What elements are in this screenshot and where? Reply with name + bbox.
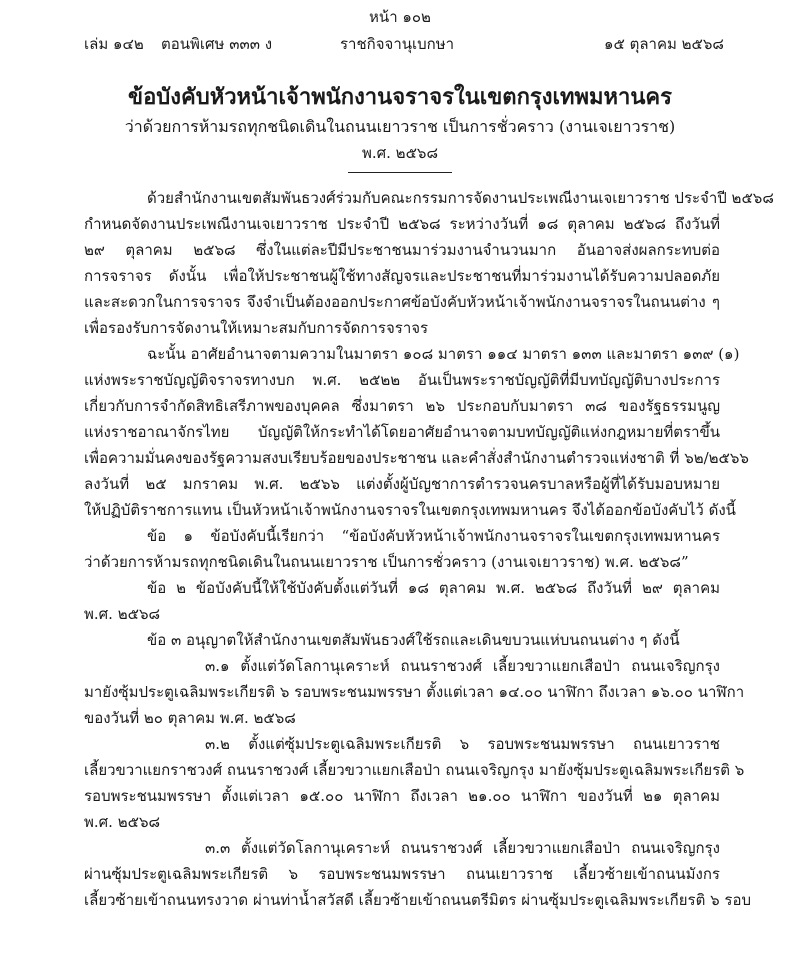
issue-date: ๑๕ ตุลาคม ๒๕๖๘	[603, 35, 724, 53]
issue-label: ตอนพิเศษ ๓๓๓ ง	[161, 35, 273, 53]
clause-2: ข้อ ๒ ข้อบังคับนี้ให้ใช้บังคับตั้งแต่วันที่ ๑๘ ตุลาคม พ.ศ. ๒๕๖๘ ถึงวันที่ ๒๙ ตุลาคม	[147, 579, 720, 597]
gazette-name: ราชกิจจานุเบกษา	[340, 35, 455, 53]
clause-3-2: ๓.๒ ตั้งแต่ซุ้มประตูเฉลิมพระเกียรติ ๖ รอบพระชนมพรรษา ถนนเยาวราช	[205, 735, 720, 753]
body-line: เพื่อความมั่นคงของรัฐความสงบเรียบร้อยของประชาชน และคำสั่งสำนักงานตำรวจแห่งชาติ ที่ ๖๒/๒๕๖๖	[84, 449, 749, 467]
body-line: กำหนดจัดงานประเพณีงานเจเยาวราช ประจำปี ๒๕๖๘ ระหว่างวันที่ ๑๘ ตุลาคม ๒๕๖๘ ถึงวันที่	[84, 215, 720, 233]
body-line: เกี่ยวกับการจำกัดสิทธิเสรีภาพของบุคคล ซึ่งมาตรา ๒๖ ประกอบกับมาตรา ๓๘ ของรัฐธรรมนูญ	[84, 397, 720, 415]
body-line: ว่าด้วยการห้ามรถทุกชนิดเดินในถนนเยาวราช เป็นการชั่วคราว (งานเจเยาวราช) พ.ศ. ๒๕๖๘”	[84, 553, 689, 571]
body-line: รอบพระชนมพรรษา ตั้งแต่เวลา ๑๕.๐๐ นาฬิกา ถึงเวลา ๒๑.๐๐ นาฬิกา ของวันที่ ๒๑ ตุลาคม	[84, 787, 720, 805]
volume-label: เล่ม ๑๔๒	[84, 35, 144, 53]
body-line: ของวันที่ ๒๐ ตุลาคม พ.ศ. ๒๕๖๘	[84, 709, 296, 727]
body-line: พ.ศ. ๒๕๖๘	[84, 813, 161, 831]
document-subtitle: ว่าด้วยการห้ามรถทุกชนิดเดินในถนนเยาวราช เป็นการชั่วคราว (งานเจเยาวราช)	[124, 117, 676, 136]
body-line: พ.ศ. ๒๕๖๘	[84, 605, 161, 623]
title-divider	[348, 172, 452, 173]
body-line: ๒๙ ตุลาคม ๒๕๖๘ ซึ่งในแต่ละปีมีประชาชนมาร่วมงานจำนวนมาก อันอาจส่งผลกระทบต่อ	[84, 241, 720, 259]
body-line: ฉะนั้น อาศัยอำนาจตามความในมาตรา ๑๐๘ มาตรา ๑๑๔ มาตรา ๑๓๓ และมาตรา ๑๓๙ (๑)	[147, 345, 740, 363]
body-line: เพื่อรองรับการจัดงานให้เหมาะสมกับการจัดการจราจร	[84, 319, 429, 337]
clause-1: ข้อ ๑ ข้อบังคับนี้เรียกว่า “ข้อบังคับหัวหน้าเจ้าพนักงานจราจรในเขตกรุงเทพมหานคร	[147, 527, 720, 545]
page-number: หน้า ๑๐๒	[369, 8, 431, 26]
body-line: มายังซุ้มประตูเฉลิมพระเกียรติ ๖ รอบพระชนมพรรษา ตั้งแต่เวลา ๑๔.๐๐ นาฬิกา ถึงเวลา ๑๖.๐๐ นาฬิกา	[84, 683, 745, 701]
body-line: แห่งพระราชบัญญัติจราจรทางบก พ.ศ. ๒๕๒๒ อันเป็นพระราชบัญญัติที่มีบทบัญญัติบางประการ	[84, 371, 720, 389]
gazette-header	[84, 32, 724, 56]
body-line: ผ่านซุ้มประตูเฉลิมพระเกียรติ ๖ รอบพระชนมพรรษา ถนนเยาวราช เลี้ยวซ้ายเข้าถนนมังกร	[84, 865, 720, 883]
clause-3-1: ๓.๑ ตั้งแต่วัดโลกานุเคราะห์ ถนนราชวงศ์ เลี้ยวขวาแยกเสือป่า ถนนเจริญกรุง	[205, 657, 720, 675]
clause-3: ข้อ ๓ อนุญาตให้สำนักงานเขตสัมพันธวงศ์ใช้รถและเดินขบวนแห่บนถนนต่าง ๆ ดังนี้	[147, 631, 680, 649]
clause-3-3: ๓.๓ ตั้งแต่วัดโลกานุเคราะห์ ถนนราชวงศ์ เลี้ยวขวาแยกเสือป่า ถนนเจริญกรุง	[205, 839, 720, 857]
document-title: ข้อบังคับหัวหน้าเจ้าพนักงานจราจรในเขตกรุงเทพมหานคร	[128, 84, 672, 110]
body-line: ให้ปฏิบัติราชการแทน เป็นหัวหน้าเจ้าพนักงานจราจรในเขตกรุงเทพมหานคร จึงได้ออกข้อบังคับไว้ ดังนี้	[84, 501, 736, 519]
body-line: เลี้ยวซ้ายเข้าถนนทรงวาด ผ่านท่าน้ำสวัสดี เลี้ยวซ้ายเข้าถนนตรีมิตร ผ่านซุ้มประตูเฉลิมพระเกียรติ ๖ รอบ	[84, 891, 751, 909]
body-line: แห่งราชอาณาจักรไทย บัญญัติให้กระทำได้โดยอาศัยอำนาจตามบทบัญญัติแห่งกฎหมายที่ตราขึ้น	[84, 423, 720, 441]
body-line: ลงวันที่ ๒๕ มกราคม พ.ศ. ๒๕๖๖ แต่งตั้งผู้บัญชาการตำรวจนครบาลหรือผู้ที่ได้รับมอบหมาย	[84, 475, 720, 493]
body-line: การจราจร ดังนั้น เพื่อให้ประชาชนผู้ใช้ทางสัญจรและประชาชนที่มาร่วมงานได้รับความปลอดภัย	[84, 267, 720, 285]
body-line: ด้วยสำนักงานเขตสัมพันธวงศ์ร่วมกับคณะกรรมการจัดงานประเพณีงานเจเยาวราช ประจำปี ๒๕๖๘	[147, 189, 774, 207]
body-line: เลี้ยวขวาแยกราชวงศ์ ถนนราชวงศ์ เลี้ยวขวาแยกเสือป่า ถนนเจริญกรุง มายังซุ้มประตูเฉลิมพระเกียรติ ๖	[84, 761, 745, 779]
document-year: พ.ศ. ๒๕๖๘	[361, 144, 439, 162]
body-line: และสะดวกในการจราจร จึงจำเป็นต้องออกประกาศข้อบังคับหัวหน้าเจ้าพนักงานจราจรในถนนต่าง ๆ	[84, 293, 720, 311]
